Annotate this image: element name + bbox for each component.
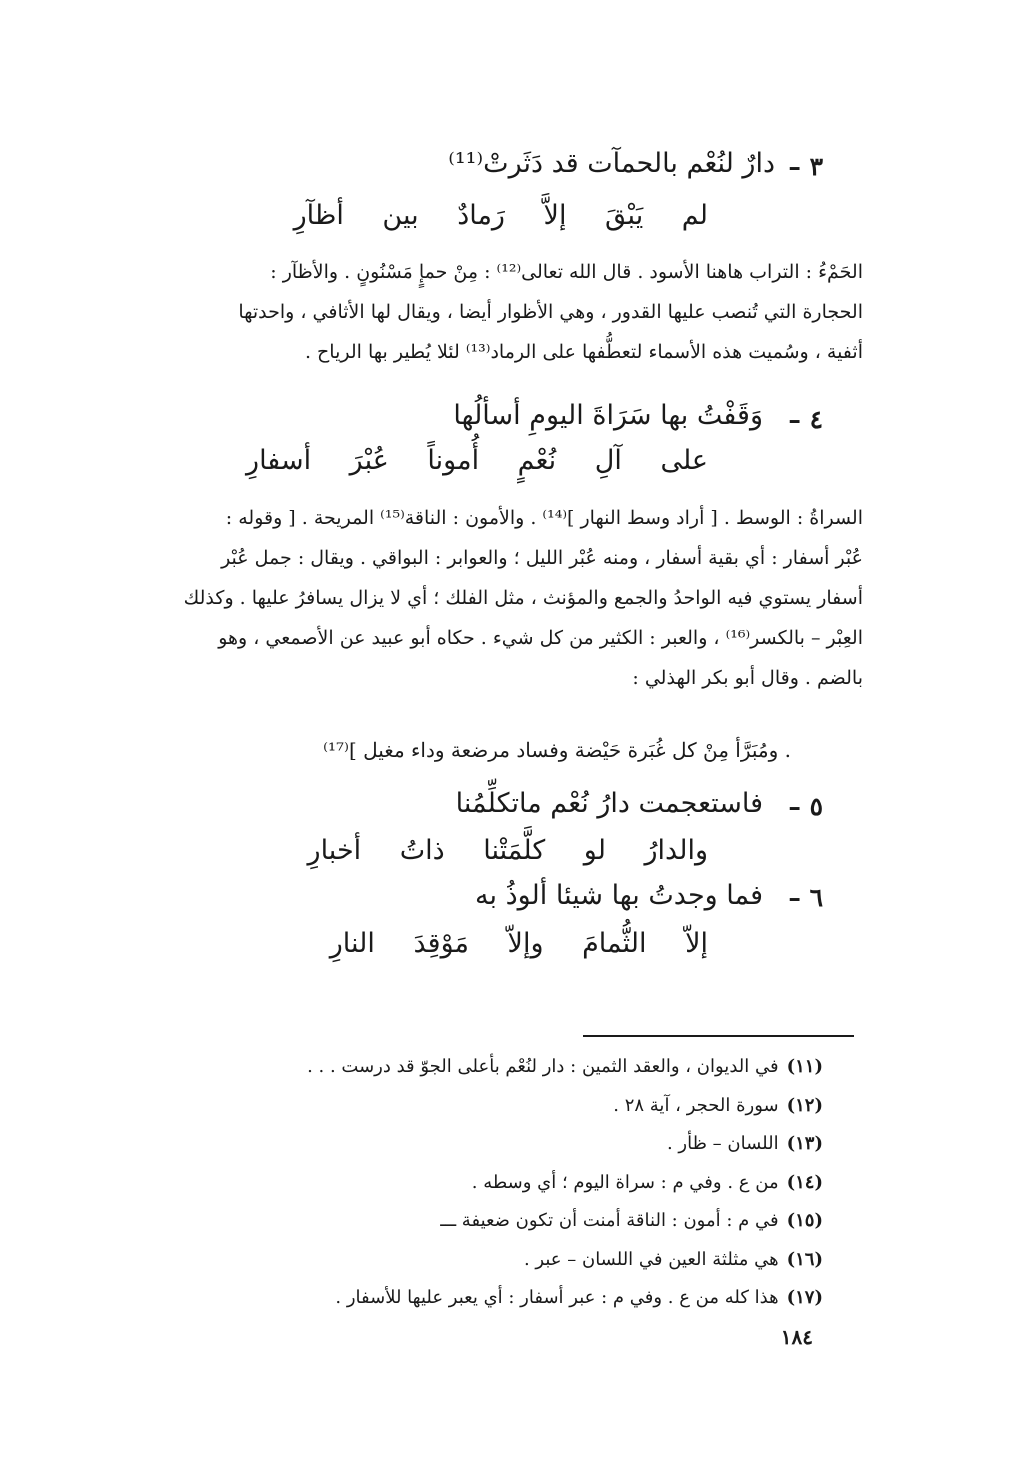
commentary-line: السراةُ : الوسط . [ أراد وسط النهار ]⁽¹⁴⁾ . والأمون : الناقة⁽¹⁵⁾ المريحة . [ وقوله : (225, 507, 863, 529)
footnote-number: (١٢) (786, 1094, 823, 1116)
verse-number: ٤ – (788, 405, 823, 434)
footnote-number: (١٣) (786, 1133, 823, 1154)
commentary-line: أسفار يستوي فيه الواحدُ والجمع والمؤنث ، مثل الفلك ؛ أي لا يزال يسافرُ عليها . وكذلك (183, 587, 863, 609)
footnote-number: (١٦) (786, 1248, 823, 1270)
footnote (203, 1087, 823, 1126)
verse-hemistich-second: والدارُ لو كلَّمَتْنا ذاتُ أخبارِ (307, 835, 708, 866)
footnote (203, 1202, 823, 1241)
footnote-text: هذا كله من ع . وفي م : عبر أسفار : أي يعبر عليها للأسفار . (335, 1287, 779, 1308)
verse-hemistich-second: لم يَبْقَ إلاَّ رَمادٌ بين أظآرِ (293, 200, 708, 231)
page-number: ١٨٤ (780, 1325, 813, 1349)
footnote-text: اللسان – ظأر . (666, 1133, 779, 1154)
footnote-number: (١١) (786, 1056, 823, 1077)
verse-hemistich-second: على آلِ نُعْمٍ أُموناً عُبْرَ أسفارِ (246, 445, 708, 476)
footnotes-list (203, 1048, 823, 1318)
commentary-line: الحَمْءُ : التراب هاهنا الأسود . قال الله تعالى⁽¹²⁾ : مِنْ حمإٍ مَسْنُونٍ . والأظآر : (270, 261, 863, 283)
commentary-line: بالضم . وقال أبو بكر الهذلي : (632, 667, 863, 689)
verse-hemistich-first: دارٌ لنُعْم بالحمآت قد دَثَرتْ⁽¹¹⁾ (448, 148, 775, 179)
footnote (203, 1048, 823, 1087)
footnote (203, 1241, 823, 1280)
verse-hemistich-first: فاستعجمت دارُ نُعْم ماتكلِّمُنا (455, 788, 763, 819)
verse-hemistich-first: فما وجدتُ بها شيئا ألوذُ به (475, 880, 763, 911)
footnote-text: في م : أمون : الناقة أمنت أن تكون ضعيفة ـــ (440, 1210, 779, 1231)
verse-hemistich-second: إلاّ الثُّمامَ وإلاّ مَوْقِدَ النارِ (329, 928, 708, 959)
footnote-number: (١٧) (786, 1287, 823, 1308)
footnote-text: في الديوان ، والعقد الثمين : دار لنُعْم بأعلى الجوّ قد درست . . . (307, 1056, 779, 1077)
verse-number: ٦ – (788, 883, 823, 912)
footnote-number: (١٤) (786, 1171, 823, 1193)
verse-commentary (135, 498, 863, 698)
footnote (203, 1125, 823, 1164)
commentary-line: الحجارة التي تُنصب عليها القدور ، وهي الأظوار أيضا ، ويقال لها الأثافي ، واحدتها (238, 301, 863, 323)
verse-hemistich-first: وَقَفْتُ بها سَرَاةَ اليومِ أسألُها (453, 400, 763, 431)
footnote-text: سورة الحجر ، آية ٢٨ . (613, 1094, 779, 1116)
footnote-separator (583, 1035, 854, 1037)
quoted-verse: . ومُبَرَّأ مِنْ كل غُبَرة حَيْضة وفساد مرضعة وداء مغيل ]⁽¹⁷⁾ (323, 738, 791, 762)
commentary-line: العِبْر – بالكسر⁽¹⁶⁾ ، والعبر : الكثير من كل شيء . حكاه أبو عبيد عن الأصمعي ، وهو (218, 627, 863, 649)
footnote-text: من ع . وفي م : سراة اليوم ؛ أي وسطه . (471, 1171, 779, 1193)
verse-number: ٣ – (788, 152, 823, 181)
commentary-line: أثفية ، وسُميت هذه الأسماء لتعطُّفها على الرماد⁽¹³⁾ لئلا يُطير بها الرياح . (304, 341, 863, 363)
commentary-line: عُبْر أسفار : أي بقية أسفار ، ومنه عُبْر الليل ؛ والعوابر : البواقي . ويقال : جمل عُبْر (221, 547, 863, 569)
footnote (203, 1164, 823, 1203)
verse-number: ٥ – (788, 792, 823, 821)
footnote-number: (١٥) (786, 1210, 823, 1231)
footnote-text: هي مثلثة العين في اللسان – عبر . (523, 1248, 779, 1270)
footnote (203, 1279, 823, 1318)
verse-commentary (135, 252, 863, 372)
